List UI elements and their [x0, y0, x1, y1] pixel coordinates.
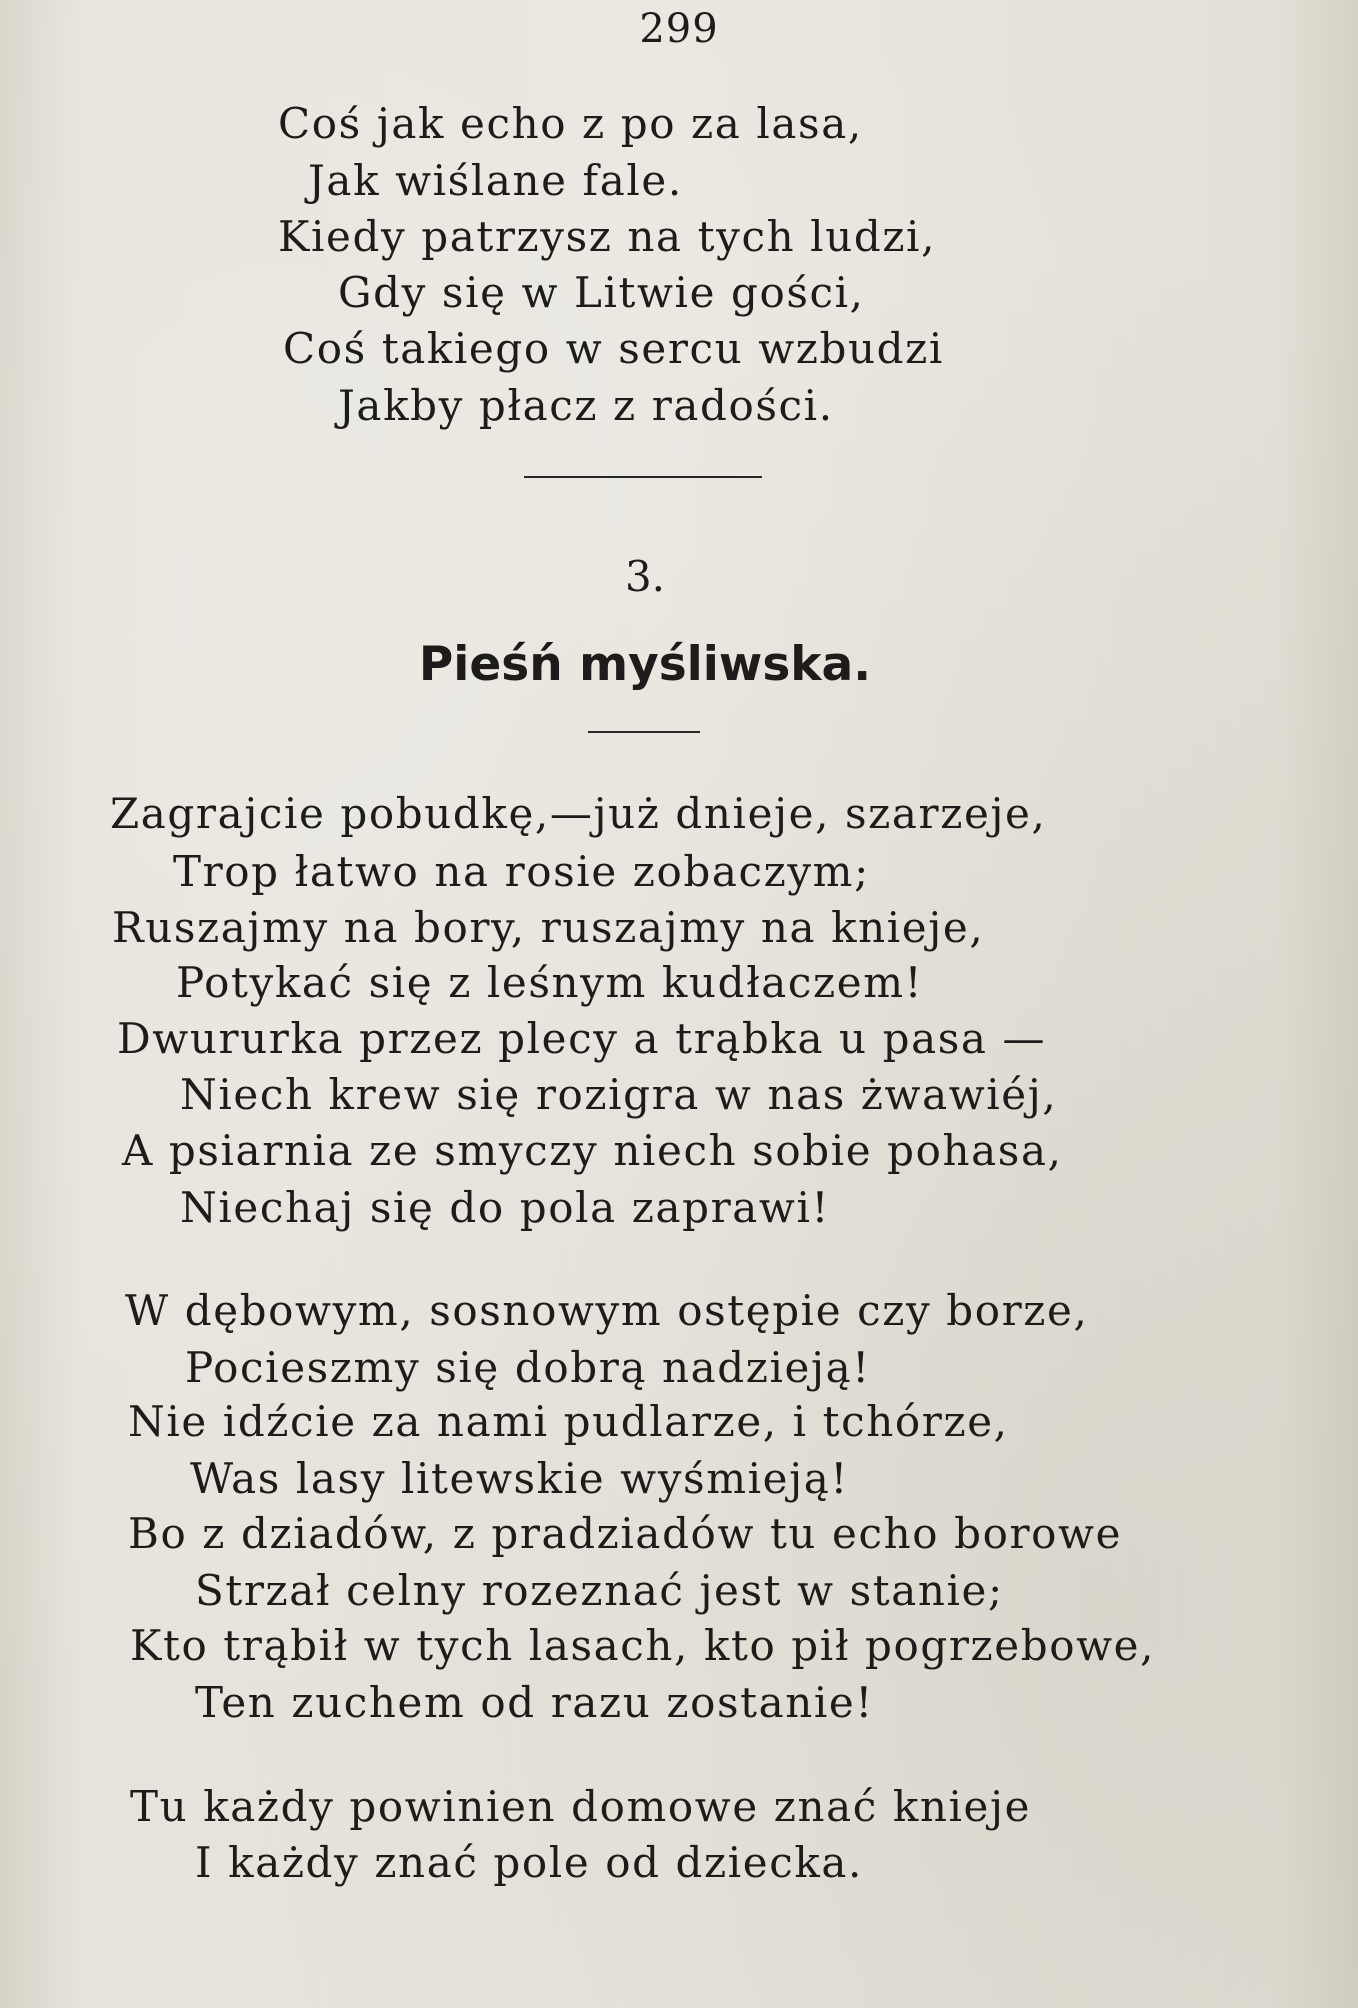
poem-line: Coś takiego w sercu wzbudzi: [283, 324, 944, 373]
poem-line: Jak wiślane fale.: [308, 156, 683, 205]
poem-line: Kto trąbił w tych lasach, kto pił pogrzebowe,: [130, 1621, 1156, 1670]
poem-line: Pocieszmy się dobrą nadzieją!: [185, 1343, 871, 1392]
poem-line: Bo z dziadów, z pradziadów tu echo borowe: [128, 1509, 1123, 1558]
poem-line: Trop łatwo na rosie zobaczym;: [173, 847, 870, 896]
poem-title: Pieśń myśliwska.: [418, 637, 872, 692]
poem-line: Gdy się w Litwie gości,: [338, 268, 865, 317]
poem-line: Nie idźcie za nami pudlarze, i tchórze,: [128, 1397, 1009, 1446]
title-underline: [588, 731, 700, 733]
poem-line: Kiedy patrzysz na tych ludzi,: [278, 212, 937, 261]
section-divider: [524, 476, 762, 478]
poem-line: Coś jak echo z po za lasa,: [278, 99, 863, 148]
poem-line: Strzał celny rozeznać jest w stanie;: [195, 1566, 1004, 1615]
poem-line: W dębowym, sosnowym ostępie czy borze,: [125, 1286, 1089, 1335]
poem-line: Potykać się z leśnym kudłaczem!: [176, 958, 924, 1007]
poem-line: Niechaj się do pola zaprawi!: [180, 1183, 830, 1232]
poem-line: Niech krew się rozigra w nas żwawiéj,: [180, 1070, 1058, 1119]
poem-line: Dwururka przez plecy a trąbka u pasa —: [117, 1014, 1047, 1063]
poem-line: Zagrajcie pobudkę,—już dnieje, szarzeje,: [110, 789, 1047, 838]
poem-line: Was lasy litewskie wyśmieją!: [190, 1454, 849, 1503]
poem-line: Ten zuchem od razu zostanie!: [195, 1678, 874, 1727]
section-number: 3.: [624, 552, 666, 601]
page-number: 299: [639, 6, 719, 52]
poem-line: I każdy znać pole od dziecka.: [195, 1838, 864, 1887]
poem-line: A psiarnia ze smyczy niech sobie pohasa,: [122, 1126, 1063, 1175]
poem-line: Tu każdy powinien domowe znać knieje: [130, 1782, 1032, 1831]
poem-line: Jakby płacz z radości.: [338, 381, 834, 430]
poem-line: Ruszajmy na bory, ruszajmy na knieje,: [112, 903, 985, 952]
